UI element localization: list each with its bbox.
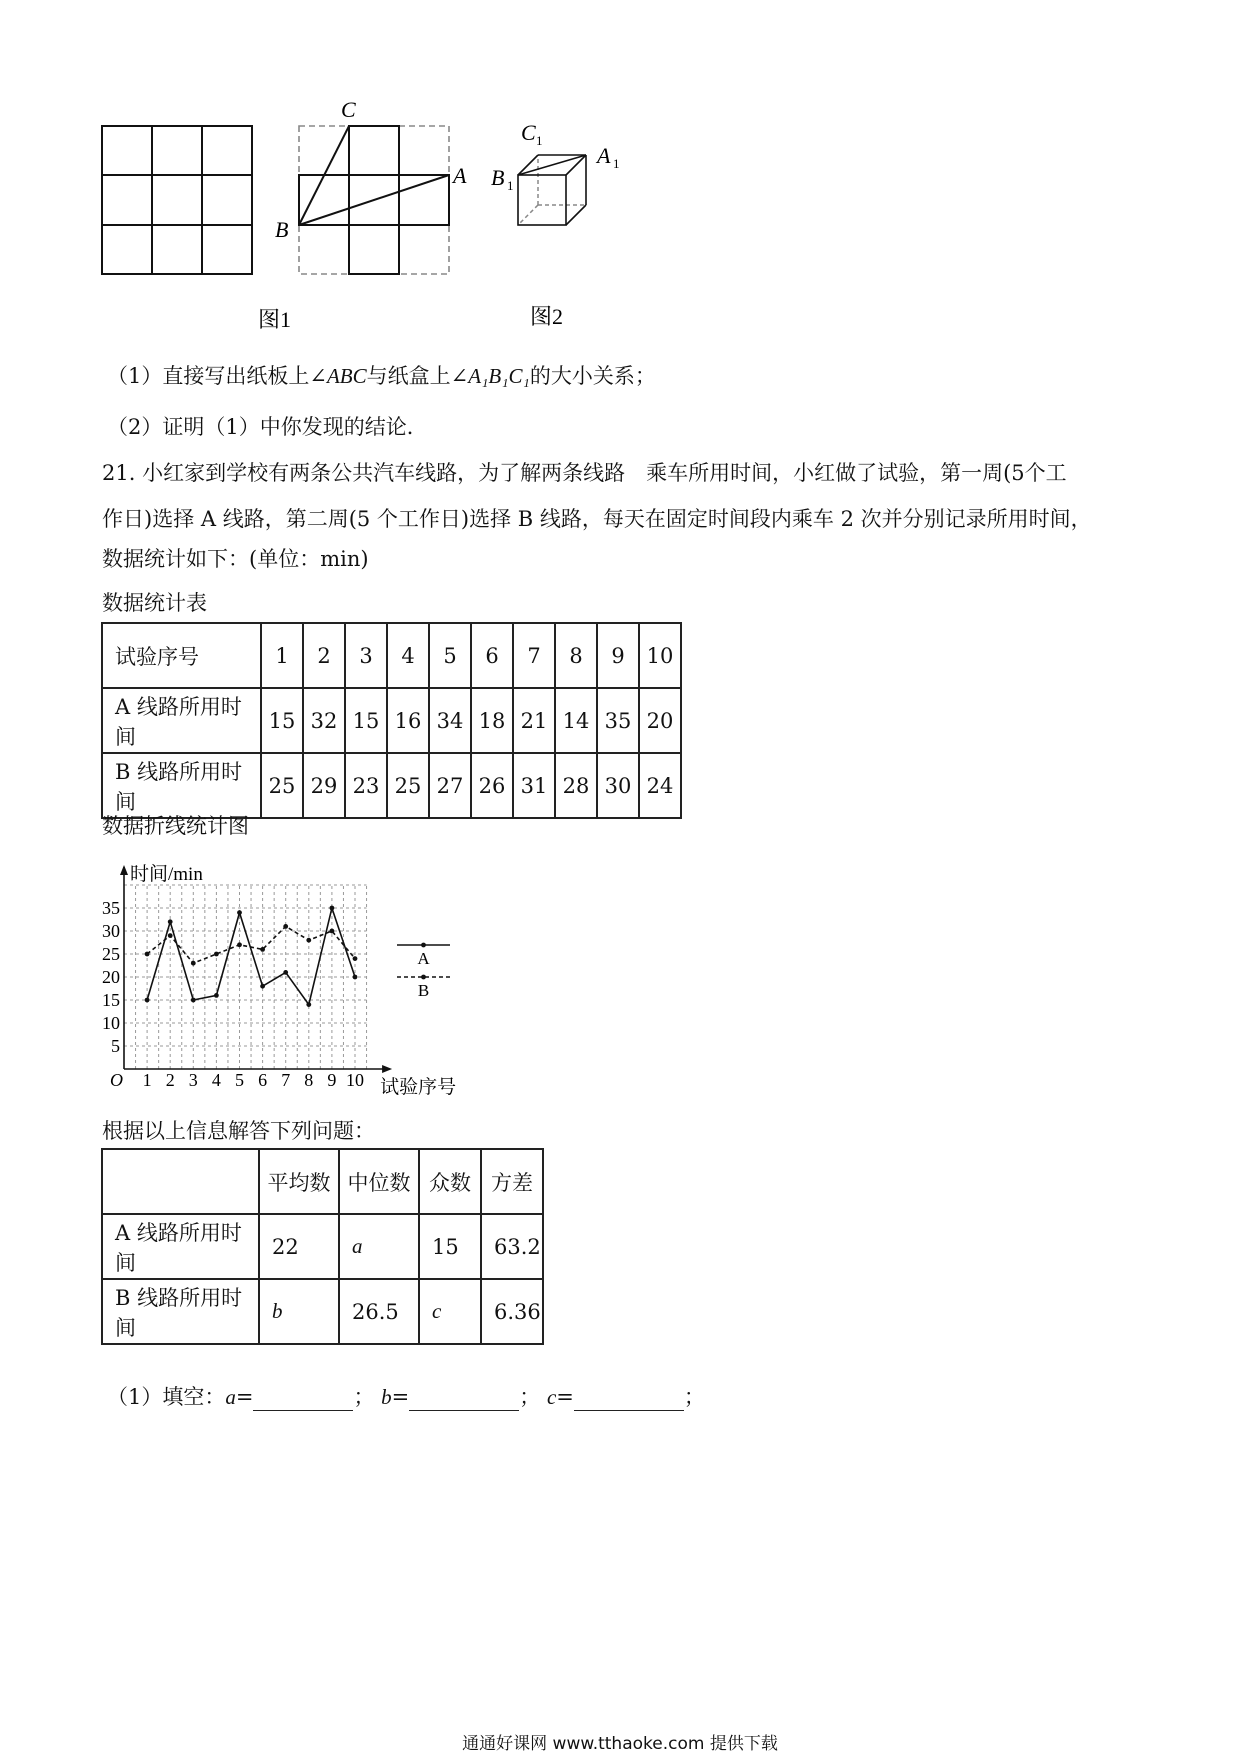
q21-line1: 21. 小红家到学校有两条公共汽车线路，为了解两条线路 乘车所用时间，小红做了试验，第一周(5个工: [102, 461, 1067, 485]
y-tick-label: 25: [102, 944, 120, 964]
y-axis-label: 时间/min: [130, 864, 203, 885]
label-C: C: [341, 97, 356, 122]
table-row: B 线路所用时间 25 29 23 25 27 26 31 28 30 24: [102, 753, 681, 818]
table-row: A 线路所用时间 22 a 15 63.2: [102, 1214, 543, 1279]
x-tick-label: 6: [258, 1070, 268, 1090]
data-point-A: [353, 975, 358, 980]
legend-label-B: B: [417, 981, 430, 1000]
x-tick-label: 10: [346, 1070, 364, 1090]
stats-table: [101, 1148, 544, 1345]
line-chart: [100, 845, 480, 1105]
data-point-A: [145, 998, 150, 1003]
x-tick-label: 2: [165, 1070, 175, 1090]
x-tick-label: 3: [188, 1070, 198, 1090]
fill-in-line: （1）填空：a= ； b= ； c= ；: [107, 1385, 705, 1409]
y-tick-label: 30: [102, 921, 120, 941]
y-tick-label: 20: [102, 967, 120, 987]
x-tick-label: 1: [142, 1070, 152, 1090]
table1-title: 数据统计表: [102, 591, 207, 615]
q20-part1: （1）直接写出纸板上∠ABC与纸盒上∠A₁B₁C₁的大小关系；: [107, 364, 656, 388]
y-tick-label: 10: [102, 1013, 120, 1033]
data-point-B: [330, 929, 335, 934]
data-point-B: [283, 924, 288, 929]
y-tick-label: 5: [111, 1036, 120, 1056]
table-row: 试验序号 1 2 3 4 5 6 7 8 9 10: [102, 623, 681, 688]
label-B: B: [275, 217, 289, 242]
q21-line2: 作日)选择 A 线路，第二周(5 个工作日)选择 B 线路，每天在固定时间段内乘车 2 次并分别记录所用时间，: [102, 507, 1092, 531]
data-point-B: [237, 942, 242, 947]
x-tick-label: 7: [281, 1070, 291, 1090]
data-point-B: [168, 933, 173, 938]
label-A1: A: [597, 143, 611, 168]
fig2-caption: 图2: [530, 304, 564, 329]
instruction: 根据以上信息解答下列问题：: [102, 1119, 375, 1143]
y-axis-arrow: [120, 865, 128, 875]
x-axis-arrow: [382, 1065, 392, 1073]
data-point-B: [260, 947, 265, 952]
cube-edges: [518, 155, 586, 225]
label-C1-sub: 1: [536, 133, 543, 148]
x-tick-label: 5: [235, 1070, 244, 1090]
x-tick-label: 8: [304, 1070, 314, 1090]
origin-label: O: [110, 1070, 123, 1090]
legend-label-A: A: [417, 949, 430, 968]
footer: 通通好课网 www.tthaoke.com 提供下载: [462, 1734, 778, 1754]
data-point-A: [237, 910, 242, 915]
label-C1: C: [521, 120, 536, 145]
x-tick-label: 9: [327, 1070, 337, 1090]
data-point-B: [145, 952, 150, 957]
y-tick-label: 15: [102, 990, 120, 1010]
legend-marker-B: [421, 975, 426, 980]
figure-1: [100, 95, 520, 355]
data-point-B: [306, 938, 311, 943]
data-point-A: [214, 993, 219, 998]
data-point-B: [191, 961, 196, 966]
label-B1-sub: 1: [507, 178, 514, 193]
table-row: 平均数 中位数 众数 方差: [102, 1149, 543, 1214]
data-point-A: [260, 984, 265, 989]
fig1-caption: 图1: [258, 307, 292, 332]
chart-title: 数据折线统计图: [102, 814, 249, 838]
data-point-B: [353, 956, 358, 961]
x-axis-label: 试验序号: [380, 1077, 457, 1098]
blank-c[interactable]: [574, 1388, 684, 1411]
data-point-A: [283, 970, 288, 975]
table-header-label: 试验序号: [102, 623, 261, 688]
y-tick-label: 35: [102, 898, 120, 918]
data-point-B: [214, 952, 219, 957]
table-row: B 线路所用时间 b 26.5 c 6.36: [102, 1279, 543, 1344]
data-point-A: [330, 906, 335, 911]
cube-net: [299, 126, 449, 274]
table-row: A 线路所用时间 15 32 15 16 34 18 21 14 35 20: [102, 688, 681, 753]
data-point-A: [168, 919, 173, 924]
label-A: A: [453, 163, 467, 188]
q20-part2: （2）证明（1）中你发现的结论．: [107, 415, 428, 439]
x-tick-label: 4: [211, 1070, 221, 1090]
q21-line3: 数据统计如下：(单位：min): [102, 547, 369, 571]
data-table: [101, 622, 682, 819]
grid-board: [102, 126, 252, 274]
label-B1: B: [491, 165, 505, 190]
figure-2: [480, 110, 640, 340]
data-point-A: [191, 998, 196, 1003]
blank-a[interactable]: [253, 1388, 353, 1411]
legend-marker-A: [421, 943, 426, 948]
data-point-A: [306, 1002, 311, 1007]
label-A1-sub: 1: [613, 156, 620, 171]
blank-b[interactable]: [409, 1388, 519, 1411]
